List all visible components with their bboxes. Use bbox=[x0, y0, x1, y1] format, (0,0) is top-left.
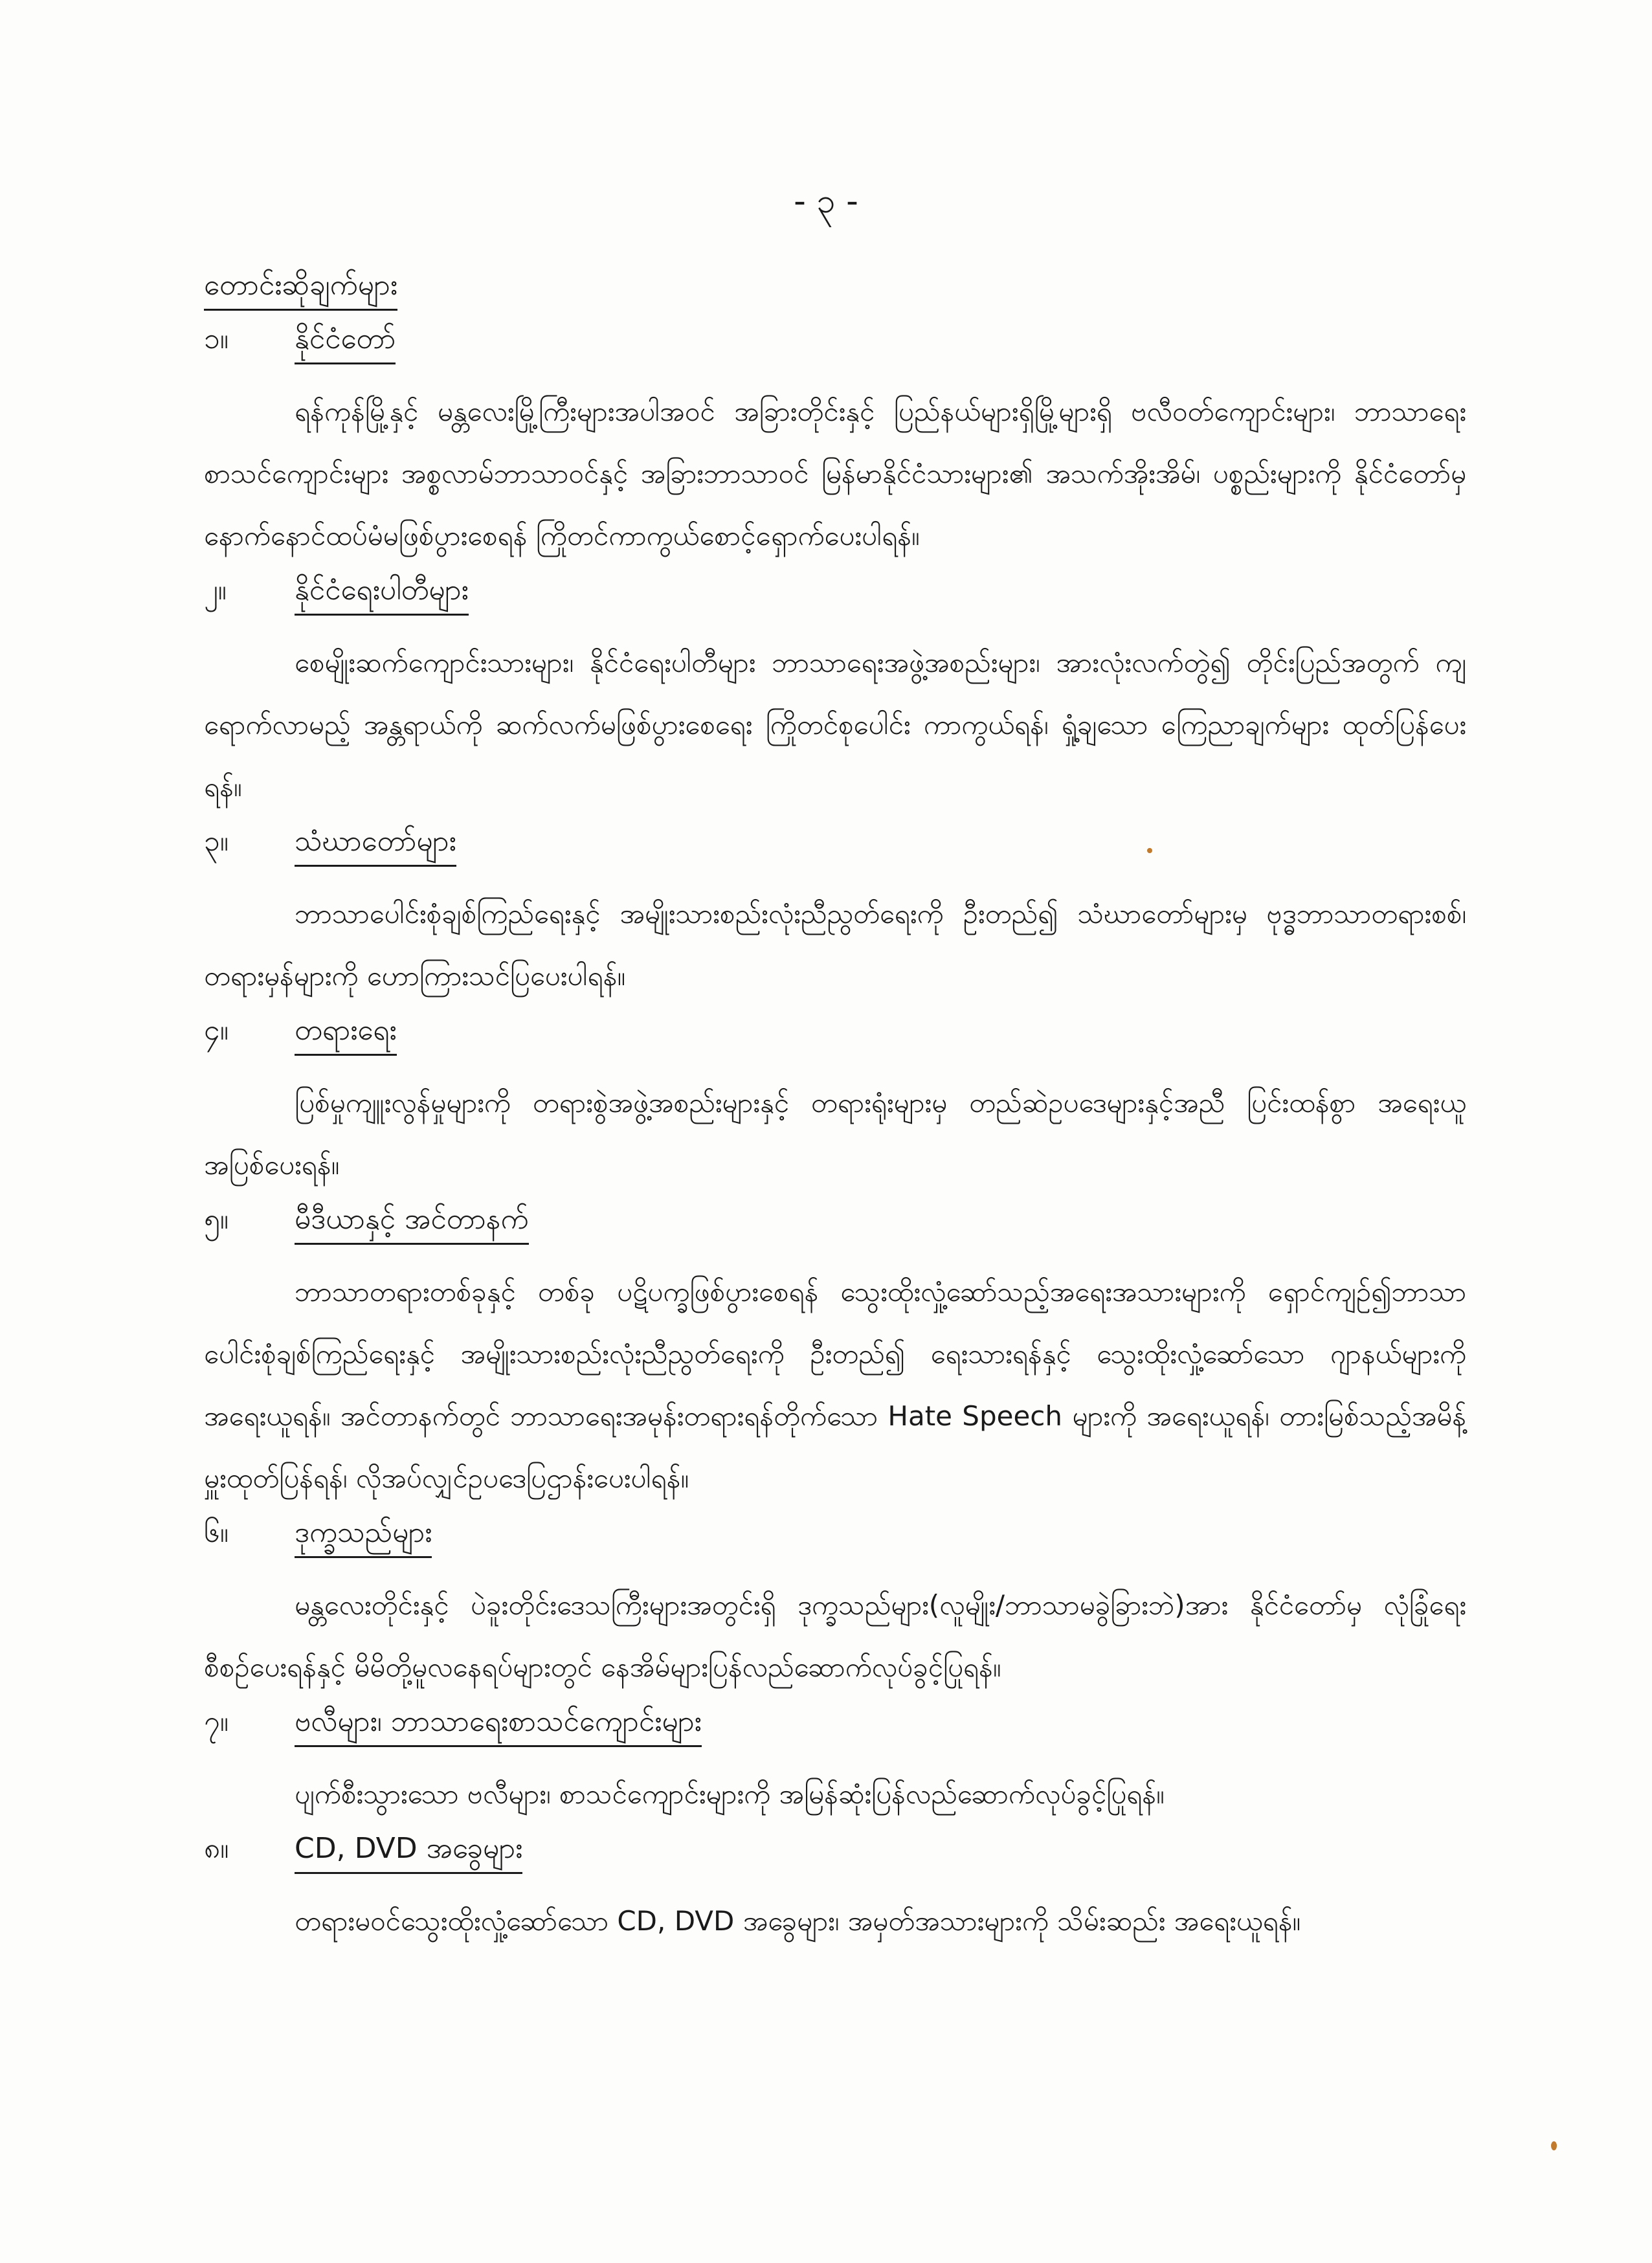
section-body: မန္တလေးတိုင်းနှင့် ပဲခူးတိုင်းဒေသကြီးများအတွင်းရှိ ဒုက္ခသည်များ(လူမျိုး/ဘာသာမခွဲခြားဘဲ)အား နိုင်ငံတော်မှ လုံခြုံရေး စီစဉ်ပေးရန်နှင့် မိမိတို့မူလနေရပ်များတွင် နေအိမ်များပြန်လည်ဆောက်လုပ်ခွင့်ပြုရန်။ bbox=[204, 1589, 1466, 1683]
section-title: ဗလီများ၊ ဘာသာရေးစာသင်ကျောင်းများ bbox=[295, 1699, 702, 1747]
section-number: ၈။ bbox=[204, 1832, 229, 1865]
section-body: ရန်ကုန်မြို့နှင့် မန္တလေးမြို့ကြီးများအပါအဝင် အခြားတိုင်းနှင့် ပြည်နယ်များရှိမြို့များရှိ ဗလီဝတ်ကျောင်းများ၊ ဘာသာရေးစာသင်ကျောင်းများ အစ္စလာမ်ဘာသာဝင်နှင့် အခြားဘာသာဝင် မြန်မာနိုင်ငံသားများ၏ အသက်အိုးအိမ်၊ ပစ္စည်းများကို နိုင်ငံတော်မှ နောက်နောင်ထပ်မံမဖြစ်ပွားစေရန် ကြိုတင်ကာကွယ်စောင့်ရှောက်ပေးပါရန်။ bbox=[204, 396, 1466, 552]
section-number: ၄။ bbox=[204, 1014, 229, 1047]
section-number: ၆။ bbox=[204, 1516, 229, 1549]
page-number: - ၃ - bbox=[794, 182, 858, 221]
section-header bbox=[204, 1825, 1466, 1890]
section-body: ပြစ်မှုကျူးလွန်မှုများကို တရားစွဲအဖွဲ့အစည်းများနှင့် တရားရုံးများမှ တည်ဆဲဥပဒေများနှင့်အညီ ပြင်းထန်စွာ အရေးယူအပြစ်ပေးရန်။ bbox=[204, 1087, 1466, 1181]
scan-speck bbox=[1551, 2141, 1557, 2150]
section-header bbox=[204, 818, 1466, 883]
section-body: ဘာသာပေါင်းစုံချစ်ကြည်ရေးနှင့် အမျိုးသားစည်းလုံးညီညွတ်ရေးကို ဦးတည်၍ သံဃာတော်များမှ ဗုဒ္ဓဘာသာတရားစစ်၊ တရားမှန်များကို ဟောကြားသင်ပြပေးပါရန်။ bbox=[204, 898, 1466, 992]
section-header bbox=[204, 567, 1466, 632]
section-number: ၇။ bbox=[204, 1705, 229, 1738]
section-number: ၂။ bbox=[204, 574, 227, 607]
document-body bbox=[204, 262, 1466, 1952]
section-title: မီဒီယာနှင့် အင်တာနက် bbox=[295, 1196, 529, 1245]
section-5 bbox=[204, 1196, 1466, 1510]
section-4 bbox=[204, 1007, 1466, 1196]
section-title: တရားရေး bbox=[295, 1007, 397, 1056]
scan-speck bbox=[1147, 848, 1152, 853]
section-number: ၁။ bbox=[204, 322, 229, 355]
section-6 bbox=[204, 1510, 1466, 1699]
section-header bbox=[204, 1699, 1466, 1763]
section-number: ၃။ bbox=[204, 825, 229, 858]
section-body: ဘာသာတရားတစ်ခုနှင့် တစ်ခု ပဋိပက္ခဖြစ်ပွားစေရန် သွေးထိုးလှုံ့ဆော်သည့်အရေးအသားများကို ရှောင်ကျဉ်၍ဘာသာပေါင်းစုံချစ်ကြည်ရေးနှင့် အမျိုးသားစည်းလုံးညီညွတ်ရေးကို ဦးတည်၍ ရေးသားရန်နှင့် သွေးထိုးလှုံ့ဆော်သော ဂျာနယ်များကို အရေးယူရန်။ အင်တာနက်တွင် ဘာသာရေးအမုန်းတရားရန်တိုက်သော Hate Speech များကို အရေးယူရန်၊ တားမြစ်သည့်အမိန့်မှူးထုတ်ပြန်ရန်၊ လိုအပ်လျှင်ဥပဒေပြဌာန်းပေးပါရန်။ bbox=[204, 1276, 1466, 1494]
section-body: ပျက်စီးသွားသော ဗလီများ၊ စာသင်ကျောင်းများကို အမြန်ဆုံးပြန်လည်ဆောက်လုပ်ခွင့်ပြုရန်။ bbox=[295, 1778, 1165, 1810]
section-3 bbox=[204, 818, 1466, 1007]
main-heading: တောင်းဆိုချက်များ bbox=[204, 262, 397, 311]
section-title: သံဃာတော်များ bbox=[295, 818, 456, 867]
section-title: CD, DVD အခွေများ bbox=[295, 1825, 522, 1874]
section-title: နိုင်ငံတော် bbox=[295, 316, 396, 364]
section-2 bbox=[204, 567, 1466, 818]
section-1 bbox=[204, 316, 1466, 567]
section-body: တရားမဝင်သွေးထိုးလှုံ့ဆော်သော CD, DVD အခွေများ၊ အမှတ်အသားများကို သိမ်းဆည်း အရေးယူရန်။ bbox=[295, 1905, 1301, 1937]
section-body: စေမျိုးဆက်ကျောင်းသားများ၊ နိုင်ငံရေးပါတီများ ဘာသာရေးအဖွဲ့အစည်းများ၊ အားလုံးလက်တွဲ၍ တိုင်းပြည်အတွက် ကျရောက်လာမည့် အန္တရာယ်ကို ဆက်လက်မဖြစ်ပွားစေရေး ကြိုတင်စုပေါင်း ကာကွယ်ရန်၊ ရှုံ့ချသော ကြေညာချက်များ ထုတ်ပြန်ပေးရန်။ bbox=[204, 647, 1466, 803]
section-header bbox=[204, 1007, 1466, 1072]
section-7 bbox=[204, 1699, 1466, 1825]
section-header bbox=[204, 316, 1466, 381]
section-8 bbox=[204, 1825, 1466, 1952]
section-header bbox=[204, 1510, 1466, 1574]
section-title: ဒုက္ခသည်များ bbox=[295, 1510, 432, 1558]
section-number: ၅။ bbox=[204, 1203, 229, 1236]
section-header bbox=[204, 1196, 1466, 1261]
section-title: နိုင်ငံရေးပါတီများ bbox=[295, 567, 469, 616]
